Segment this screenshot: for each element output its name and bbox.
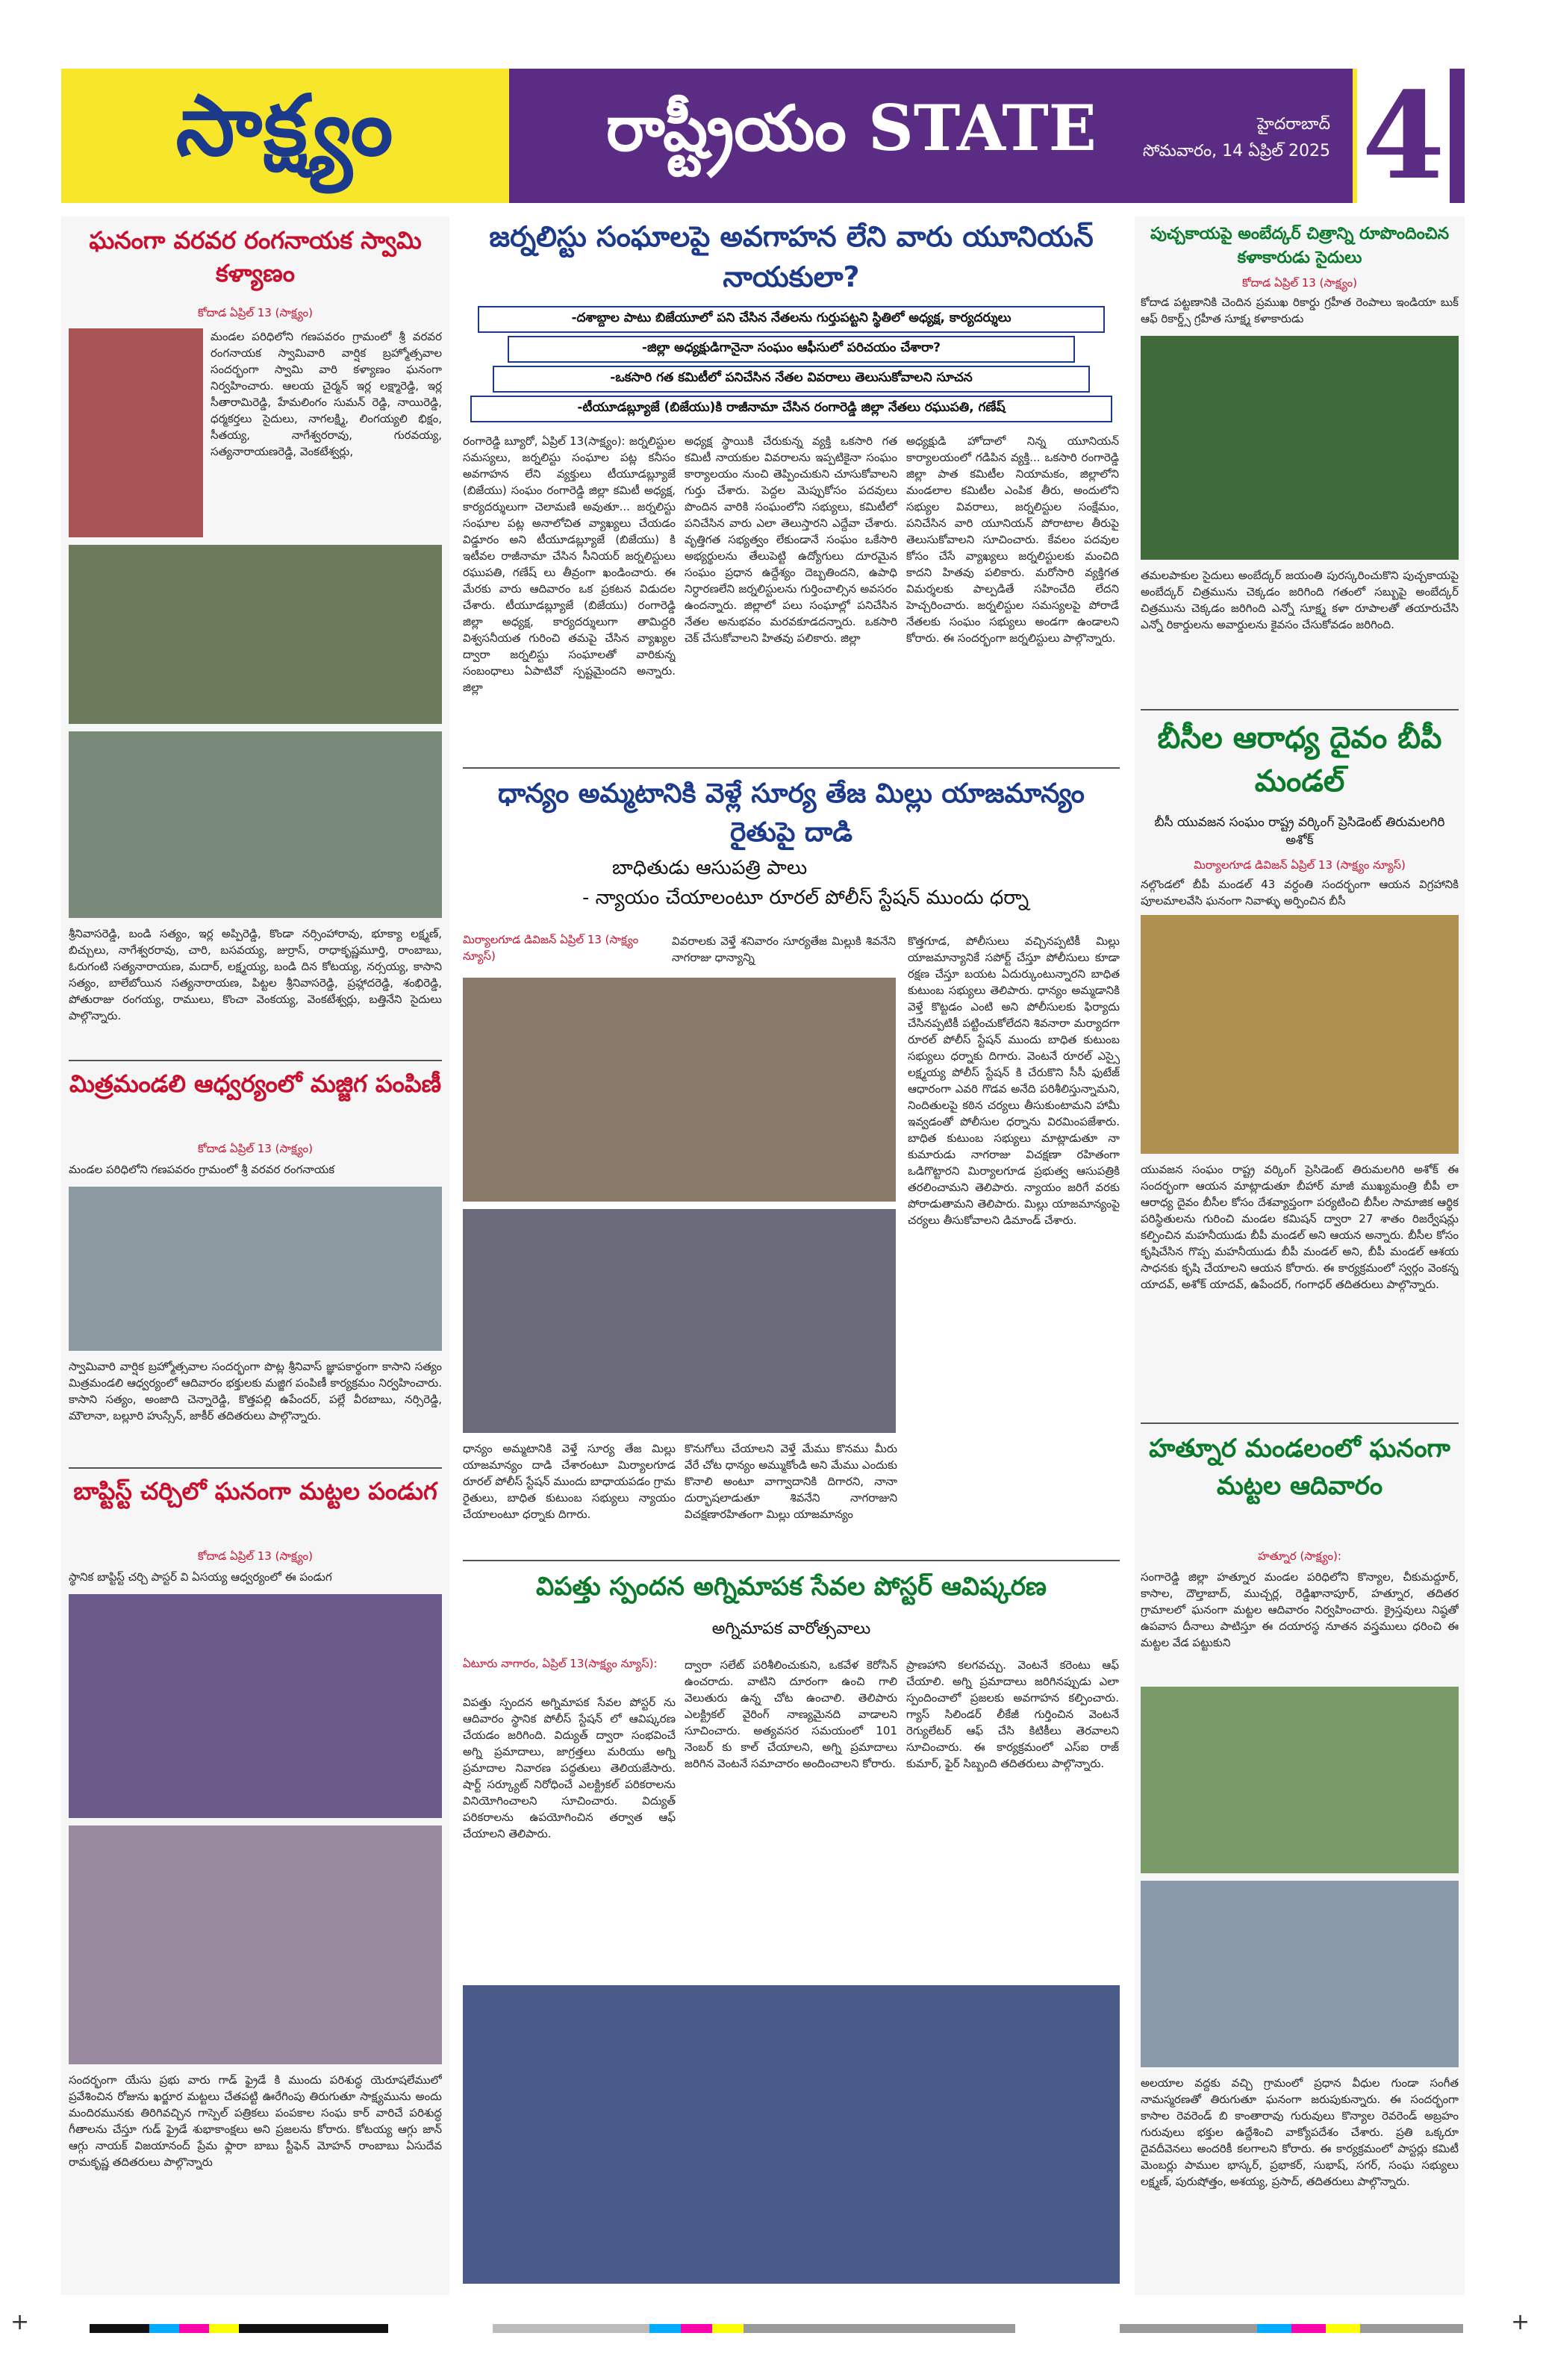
city: హైదరాబాద్	[1257, 115, 1330, 134]
headline-church: బాప్టిస్ట్ చర్చిలో ఘనంగా మట్టల పండుగ	[73, 1477, 437, 1505]
headline-kalyanam: ఘనంగా వరవర రంగనాయక స్వామి కళ్యాణం	[89, 226, 422, 287]
dateline: కోదాడ ఏప్రిల్ 13 (సాక్ష్యం)	[1241, 276, 1357, 290]
divider	[463, 1560, 1120, 1561]
logo-text: సాక్ష్యం	[175, 76, 395, 175]
congregation-photo	[69, 1825, 442, 2064]
article-col-3: ప్రాణహాని కలగవచ్చు. వెంటనే కరెంటు ఆఫ్ చేయాలి. అగ్ని ప్రమాదాలు జరిగినప్పుడు ఎలా స్పందించాలో ప్రజలకు అవగాహన కల్పించారు. గ్యాస్ సిలిండర్ లీకేజీ గుర్తించిన వెంటనే రెగ్యులేటర్ ఆఫ్ చేసి కిటికీలు తెరవాలని సూచించారు. ఈ కార్యక్రమంలో ఎస్ఐ రాజ్ కుమార్, ఫైర్ సిబ్బంది తదితరులు పాల్గొన్నారు.	[906, 1658, 1119, 1770]
article-col-1: ధాన్యం అమ్మటానికి వెళ్తే సూర్య తేజ మిల్లు యాజమాన్యం దాడి చేశారంటూ మిర్యాలగూడ రూరల్ పోలీస్ స్టేషన్ ముందు బాధాయపడం గ్రామ రైతులు, బాధిత కుటుంబ సభ్యులు న్యాయం చేయాలంటూ ధర్నాకు దిగారు.	[463, 1442, 676, 1521]
article-col-1: విపత్తు స్పందన అగ్నిమాపక సేవల పోస్టర్ ను ఆదివారం స్థానిక పోలీస్ స్టేషన్ లో ఆవిష్కరణ చేయడం జరిగింది. విద్యుత్ ద్వారా సంభవించే అగ్ని ప్రమాదాలు, జాగ్రత్తలు మరియు అగ్ని ప్రమాదాల నివారణ పద్ధతులు తెలియజేసారు. షార్ట్ సర్క్యూట్ నిరోధించే ఎలక్ట్రికల్ పరికరాలను వినియోగించాలని సూచించారు. విద్యుత్ పరికరాలను ఉపయోగించిన తర్వాత ఆఫ్ చేయాలని తెలిపారు.	[463, 1696, 676, 1840]
right-column	[1135, 216, 1465, 2295]
kalyanam-ritual-photo	[69, 731, 442, 918]
article-col-2: ద్వారా సలేట్ పరిశీలించుకుని, ఒకవేళ కెరోసిన్ ఉంచరాదు. వాటిని దూరంగా ఉంచి గాలి వెలుతురు ఉన్న చోట ఉంచాలి. తెలిపారు ఎలక్ట్రికల్ వైరింగ్ నాణ్యమైనది వాడాలని సూచించారు. అత్యవసర సమయంలో 101 నెంబర్ కు కాల్ చేయాలని, అగ్ని ప్రమాదాలు జరిగిన వెంటనే సమాచారం అందించాలని కోరారు.	[685, 1658, 897, 1770]
temple-deity-photo	[69, 328, 203, 537]
article-body-cont: తమలపాకుల సైదులు అంబేద్కర్ జయంతి పురస్కరించుకొని పుచ్చకాయపై అంబేద్కర్ చిత్రమును చెక్కడం జరిగింది గతంలో సబ్బుపై అంబేద్కర్ చిత్రమును చెక్కడం జరిగింది ఎన్నో సూక్ష్మ కళా రూపాలతో తయారుచేసి ఎన్నో రికార్డులను అవార్డులను కైవసం చేసుకోవడం జరిగింది.	[1141, 569, 1459, 631]
article-col-2: అధ్యక్ష స్థాయికి చేరుకున్న వ్యక్తి ఒకసారి గత కమిటీ నాయకుల వివరాలను ఇప్పటికైనా సంఘం కార్యాలయం నుంచి తెప్పించుకుని చూసుకోవాలని గుర్తు చేశారు. పెద్దల మెప్పుకోసం పదవులు పొందిన వారికి సంఘంలోని సభ్యులు, కమిటీలో పనిచేసిన వారు ఎలా తెలుస్తారని ఎద్దేవా చేశారు. వృత్తిగత సభ్యత్వం లేకుండానే సంఘం ఒకేసారి అభ్యర్థులను తేలుపెట్టి ఉద్యోగులు దూరమైన సంఘం ప్రధాన ఉద్దేశ్యం దెబ్బతిందని, ఉపాధి నిర్ధారణలేని జర్నలిస్టులను గుర్తించాల్సిన అవసరం ఉందన్నారు. జిల్లాలో పలు సంఘాల్లో పనిచేసిన నేతల అనుభవం మరవకూడదన్నారు. ఒకసారి చెక్ చేసుకోవాలని హితవు పలికారు. జిల్లా	[685, 434, 897, 645]
article-body: స్థానిక బాప్టిస్ట్ చర్చి పాస్టర్ వి ఏసయ్య ఆధ్వర్యంలో ఈ పండుగ	[69, 1570, 332, 1584]
subheadline: బాధితుడు ఆసుపత్రి పాలు	[612, 857, 808, 879]
ceremony-crowd-photo	[69, 545, 442, 724]
dateline: కోదాడ ఏప్రిల్ 13 (సాక్ష్యం)	[197, 1142, 313, 1155]
date: సోమవారం, 14 ఏప్రిల్ 2025	[1142, 142, 1330, 160]
church-gathering-photo	[1141, 1881, 1459, 2067]
article-col-1: రంగారెడ్డి బ్యూరో, ఏప్రిల్ 13(సాక్ష్యం): జర్నలిస్టుల సమస్యలు, జర్నలిస్టు సంఘాల పట్ల కనీసం అవగాహన లేని వ్యక్తులు టీయూడబ్ల్యూజే (బిజేయు) సంఘం రంగారెడ్డి జిల్లా కమిటీ అధ్యక్ష, కార్యదర్శులుగా చెలామణి అవుతూ... జర్నలిస్టు సంఘాల పట్ల అనాలోచిత వ్యాఖ్యలు చేయడం విడ్డూరం అని టీయూడబ్ల్యూజే (బిజేయు) కి ఇటీవల రాజీనామా చేసిన సీనియర్ జర్నలిస్టులు రఘుపతి, గణేష్ లు తీవ్రంగా ఖండించారు. ఈ మేరకు వారు ఆదివారం ఒక ప్రకటన విడుదల చేశారు. టీయూడబ్ల్యూజే (బిజేయు) రంగారెడ్డి జిల్లా అధ్యక్ష, కార్యదర్శులుగా తామిద్దరి విశ్వసనీయత గురించి తమపై చేసిన వ్యాఖ్యల ద్వారా జర్నలిస్టు సంఘాలతో వారికున్న సంబంధాలు ఏపాటివో స్పష్టమైందని అన్నారు. జిల్లా	[463, 434, 676, 694]
subheadline: -టీయూడబ్ల్యూజే (బిజేయు)కి రాజీనామా చేసిన రంగారెడ్డి జిల్లా నేతలు రఘుపతి, గణేష్	[470, 396, 1112, 422]
dateline: కోదాడ ఏప్రిల్ 13 (సాక్ష్యం)	[197, 306, 313, 319]
article-body: కోదాడ పట్టణానికి చెందిన ప్రముఖ రికార్డు గ్రహీత రెంపాలు ఇండియా బుక్ ఆఫ్ రికార్డ్స్ గ్రహీత సూక్ష్మ కళాకారుడు	[1141, 296, 1459, 325]
article-body-cont: అలయాల వద్దకు వచ్చి గ్రామంలో ప్రధాన వీధుల గుండా సంగీత నామస్మరణతో తిరుగుతూ ఘనంగా జరుపుకున్నారు. ఈ సందర్భంగా కాసాల రెవరెండ్ బి కాంతారావు గురువులు కొన్యాల రెవరెండ్ అబ్రహం గురువులు భక్తుల ఉద్దేశించి వాక్యోపదేశం చేశారు. ప్రతి ఒక్కరూ దైవదీవెనలు అందరికీ కలగాలని కోరారు. ఈ కార్యక్రమంలో పాస్టర్లు కమిటీ మెంబర్లు పాముల భాస్కర్, ప్రభాకర్, సుభాష్, సగర్, సంఘ సభ్యులు లక్ష్మణ్, పురుషోత్తం, అశయ్య, ప్రసాద్, తదితరులు పాల్గొన్నారు.	[1141, 2076, 1459, 2188]
article-col-2: కొనుగోలు చేయాలని వెళ్తే మేము కొనము మీరు వేరే చోట ధాన్యం అమ్ముకోండి అని మేము ఎందుకు కొనాలి అంటూ వాగ్వాదానికి దిగారని, నానా దుర్భాషలాడుతూ శివనేని నాగరాజుని విచక్షణారహితంగా మిల్లు యాజమాన్యం	[685, 1442, 897, 1521]
subheadline: అగ్నిమాపక వారోత్సవాలు	[711, 1620, 871, 1638]
article-body: మండల పరిధిలోని గణపవరం గ్రామంలో శ్రీ వరవర రంగనాయక	[69, 1163, 335, 1176]
dateline: కోదాడ ఏప్రిల్ 13 (సాక్ష్యం)	[197, 1549, 313, 1563]
left-column	[61, 216, 449, 2295]
procession-photo	[1141, 1687, 1459, 1873]
article-body-cont: శ్రీనివాసరెడ్డి, బండి సత్యం, ఇర్ల అప్పిరెడ్డి, కొండా నర్సింహారావు, భూక్యా లక్ష్మణ్, బిచ్చులు, నాగేశ్వరరావు, చారి, బసవయ్య, జుర్రాస్, రాధాకృష్ణమూర్తి, రాంబాబు, ఓరుగంటి సత్యనారాయణ, మదార్, లక్ష్మయ్య, బండి దిన కోటయ్య, నర్సయ్య, కాసాని సత్యం, బాలేబోయిన సత్యనారాయణ, పిట్టల శ్రీనివాసరెడ్డి, ప్రహ్లాదరెడ్డి, శంభిరెడ్డి, పోతురాజు రంగయ్య, రాములు, కొంచా వెంకయ్య, వెంకటేశ్వర్లు, బత్తినేని సైదులు పాల్గొన్నారు.	[69, 927, 442, 1022]
headline-fire-poster: విపత్తు స్పందన అగ్నిమాపక సేవల పోస్టర్ ఆవిష్కరణ	[536, 1572, 1047, 1602]
divider	[463, 767, 1120, 769]
headline-palm-sunday: హత్నూర మండలంలో ఘనంగా మట్టల ఆదివారం	[1149, 1434, 1450, 1501]
article-col-3: కొత్తగూడ, పోలీసులు వచ్చినప్పటికీ మిల్లు యాజమాన్యానికే సపోర్ట్ చేస్తూ పోలీసులు కూడా రక్షణ చేస్తూ బయట ఏదుర్కుంటున్నారని బాధిత కుటుంబ సభ్యులు తెలిపారు. ధాన్యం అమ్మడానికి వెళ్తే కొట్టడం ఎంటి అని పోలీసులకు ఫిర్యాదు చేసినప్పటికీ పట్టించుకోలేదని శివనారా మర్యాదగా రూరల్ పోలీస్ స్టేషన్ ముందు బాధిత కుటుంబ సభ్యులు ధర్నాకు దిగారు. వెంటనే రూరల్ ఎస్సై లక్ష్మయ్య పోలీస్ స్టేషన్ కి చేరుకొని సీసీ ఫుటేజ్ ఆధారంగా ఎవరి గొడవ అనేది పరిశీలిస్తున్నామని, నిందితులపై కఠిన చర్యలు తీసుకుంటామని హామీ ఇవ్వడంతో పోలీసుల ధర్నాను విరమింపజేశారు. బాధిత కుటుంబ సభ్యులు మాట్లాడుతూ నా కుమారుడు నాగరాజు విచక్షణా రహితంగా ఒడిగొట్టారని మిర్యాలగూడ ప్రభుత్వ ఆసుపత్రికి తరలించామని తెలిపారు. న్యాయం జరిగే వరకు పోరాడుతామని తెలిపారు. మిల్లు యాజమాన్యంపై చర్యలు తీసుకోవాలని డిమాండ్ చేశారు.	[908, 934, 1120, 1227]
pastor-photo	[69, 1594, 442, 1818]
divider	[1141, 1422, 1459, 1424]
print-registration-strip	[45, 2321, 1493, 2336]
headline-mill-attack: ధాన్యం అమ్మటానికి వెళ్లే సూర్య తేజ మిల్లు యాజమాన్యం రైతుపై దాడి	[498, 778, 1085, 848]
registration-mark: +	[1511, 2309, 1530, 2335]
page-number: 4	[1353, 69, 1450, 203]
headline-buttermilk: మిత్రమండలి ఆధ్వర్యంలో మజ్జిగ పంపిణీ	[69, 1069, 442, 1098]
article-body-cont: సందర్భంగా యేసు ప్రభు వారు గాడ్ ఫ్రైడే కి ముందు పరిశుద్ధ యెరూషలేములో ప్రవేశించిన రోజును ఖర్జూర మట్టలు చేతపట్టి ఊరేగింపు తిరుగుతూ సాక్ష్యమును అందు మందిరమునకు తిరిగివచ్చిన గాస్పెల్ పత్రికలు పంపకాల సంఘ కార్ వారిచే పరిశుద్ధ గీతాలను చేస్తూ గుడ్ ఫ్రైడే శుభాకాంక్షలు అని ప్రజలను కోరారు. కోటయ్య ఆగ్గు జాన్ ఆగ్గు నాయక్ విజయానంద్ ప్రేమ ఫ్లారా బాబు స్టీఫెన్ మోహన్ రాంబాబు ఏసుదేవ రామకృష్ణ తదితరులు పాల్గొన్నారు	[69, 2073, 442, 2169]
dateline: ఏటూరు నాగారం, ఏప్రిల్ 13(సాక్ష్యం న్యూస్):	[463, 1657, 658, 1670]
statue-tribute-photo	[1141, 915, 1459, 1154]
subheadline: - న్యాయం చేయాలంటూ రూరల్ పోలీస్ స్టేషన్ ముందు ధర్నా	[582, 887, 1029, 909]
divider	[69, 1060, 442, 1061]
middle-column	[463, 216, 1120, 2295]
dateline: హత్నూర (సాక్ష్యం):	[1258, 1549, 1341, 1563]
article-body-cont: యువజన సంఘం రాష్ట్ర వర్కింగ్ ప్రెసిడెంట్ తిరుమలగిరి అశోక్ ఈ సందర్భంగా ఆయన మాట్లాడుతూ బీహార్ మాజీ ముఖ్యమంత్రి బీపీ లా ఆరాధ్య దైవం బీసీల కోసం దేశవ్యాప్తంగా పర్యటించి బీసీల సామాజిక ఆర్థిక పరిస్థితులను గురించి మండల కమిషన్ ద్వారా 27 శాతం రిజర్వేషన్లు కల్పించిన మహనీయుడు బీపీ మండల్ అని ఆయన అన్నారు. బీసీల కోసం కృషిచేసిన గొప్ప మహనీయుడు బీపీ మండల్ అని, బీపీ మండల్ ఆశయ సాధనకు కృషి చేయాలని ఆయన కోరారు. ఈ కార్యక్రమంలో స్వర్గం వెంకన్న యాదవ్, అశోక్ యాదవ్, ఉపేందర్, గంగాధర్ తదితరులు పాల్గొన్నారు.	[1141, 1163, 1459, 1291]
section-banner	[509, 66, 1465, 206]
police-farmers-photo	[463, 1209, 896, 1433]
buttermilk-distribution-photo	[69, 1187, 442, 1351]
masthead	[61, 66, 1465, 206]
fire-poster-launch-photo	[463, 1985, 1120, 2284]
headline-journalists: జర్నలిస్టు సంఘాలపై అవగాహన లేని వారు యూనియన్ నాయకులా?	[489, 220, 1094, 293]
article-body-cont: స్వామివారి వార్షిక బ్రహ్మోత్సవాల సందర్భంగా పొట్ల శ్రీనివాస్ జ్ఞాపకార్థంగా కాసాని సత్యం మిత్రమండలి ఆధ్వర్యంలో ఆదివారం భక్తులకు మజ్జిగ పంపిణీ కార్యక్రమం నిర్వహించారు. కాసాని సత్యం, అంజాది చెన్నారెడ్డి, కొత్తపల్లి ఉపేందర్, పల్లే వీరబాబు, నర్సిరెడ్డి, మౌలానా, బల్లూరి హుస్సేన్, జాకీర్ తదితరులు పాల్గొన్నారు.	[69, 1360, 442, 1422]
dateline: మిర్యాలగూడ డివిజన్ ఏప్రిల్ 13 (సాక్ష్యం న్యూస్)	[1194, 858, 1406, 872]
divider	[1141, 709, 1459, 710]
logo	[61, 69, 509, 203]
headline-bp-mandal: బీసీల ఆరాధ్య దైవం బీపీ మండల్	[1157, 721, 1442, 799]
headline-watermelon-art: పుచ్చకాయపై అంబేద్కర్ చిత్రాన్ని రూపొందించిన కళాకారుడు సైదులు	[1150, 225, 1450, 267]
subheadline: బీసీ యువజన సంఘం రాష్ట్ర వర్కింగ్ ప్రెసిడెంట్ తిరుమలగిరి అశోక్	[1154, 815, 1445, 848]
registration-mark: +	[10, 2309, 30, 2335]
watermelon-carving-photo	[1141, 336, 1459, 560]
subheadline: -ఒకసారి గత కమిటీలో పనిచేసిన నేతల వివరాలు తెలుసుకోవాలని సూచన	[493, 366, 1090, 393]
divider	[69, 1467, 442, 1469]
section-title: రాష్ట్రీయం STATE	[606, 91, 1097, 165]
article-col-2: వివరాలకు వెళ్తే శనివారం సూర్యతేజ మిల్లుకి శివనేని నాగరాజు ధాన్యాన్ని	[672, 934, 896, 964]
article-col-3: అధ్యక్షుడి హోదాలో నిన్న యూనియన్ కార్యాలయంలో గడిపిన వ్యక్తి... ఒకసారి రంగారెడ్డి జిల్లా పాత కమిటీల నియామకం, జిల్లాలోని మండలాల కమిటీల ఎంపిక తీరు, అందులోని సభ్యుల వివరాలు, జర్నలిస్టుల సంక్షేమం, పనిచేసిన వారి యూనియన్ పోరాటాల తీరుపై తెలుసుకోవాలని సూచించారు. కేవలం పదవుల కోసం చేసే వ్యాఖ్యలు జర్నలిస్టులకు మంచిది కాదని హితవు పలికారు. మరోసారి వ్యక్తిగత విమర్శలకు పాల్పడితే సహించేది లేదని హెచ్చరించారు. జర్నలిస్టుల సమస్యలపై పోరాడే నేతలకు సంఘం సభ్యులు అండగా ఉండాలని కోరారు. ఈ సందర్భంగా జర్నలిస్టులు పాల్గొన్నారు.	[906, 434, 1119, 645]
protest-crowd-photo	[463, 978, 896, 1202]
dateline: మిర్యాలగూడ డివిజన్ ఏప్రిల్ 13 (సాక్ష్యం న్యూస్)	[463, 933, 639, 963]
subheadline: -జిల్లా అధ్యక్షుడిగానైనా సంఘం ఆఫీసులో పరిచయం చేశారా?	[508, 336, 1075, 363]
subheadline: -దశాబ్దాల పాటు బిజేయూలో పని చేసిన నేతలను గుర్తుపట్టని స్థితిలో అధ్యక్ష, కార్యదర్శులు	[478, 306, 1105, 333]
article-body: నల్గొండలో బీపీ మండల్ 43 వర్ధంతి సందర్భంగా ఆయన విగ్రహానికి పూలమాలవేసి ఘనంగా నివాళ్ళు అర్పించిన బీసీ	[1141, 878, 1459, 908]
article-body: మండల పరిధిలోని గణపవరం గ్రామంలో శ్రీ వరవర రంగనాయక స్వామివారి వార్షిక బ్రహ్మోత్సవాల సందర్భంగా స్వామి వారి కళ్యాణం ఘనంగా నిర్వహించారు. ఆలయ చైర్మన్ ఇర్ల లక్ష్మారెడ్డి, ఇర్ల సీతారామిరెడ్డి, హేమలింగం సుమన్ రెడ్డి, నాయిరెడ్డి, ధర్మకర్తలు సైదులు, నాగలక్ష్మి, లింగయ్యలి భిక్షం, సీతయ్య, నాగేశ్వరరావు, గురవయ్య, సత్యనారాయణరెడ్డి, వెంకటేశ్వర్లు,	[211, 330, 442, 458]
article-body: సంగారెడ్డి జిల్లా హత్నూర మండల పరిధిలోని కొన్యాల, చీకుమద్దూర్, కాసాల, దౌల్తాబాద్, ముచ్చర్ల, రెడ్డిఖానాపూర్, హత్నూర, తదితర గ్రామాలలో ఘనంగా మట్టల ఆదివారం నిర్వహించారు. క్రైస్తవులు నిష్ఠతో ఉపవాస దీనాలు పాటిస్తూ ఈ దయారస్థ నూతన వస్త్రములు ధరించి ఈ మట్టల వేడ పట్టుకుని	[1141, 1570, 1459, 1649]
